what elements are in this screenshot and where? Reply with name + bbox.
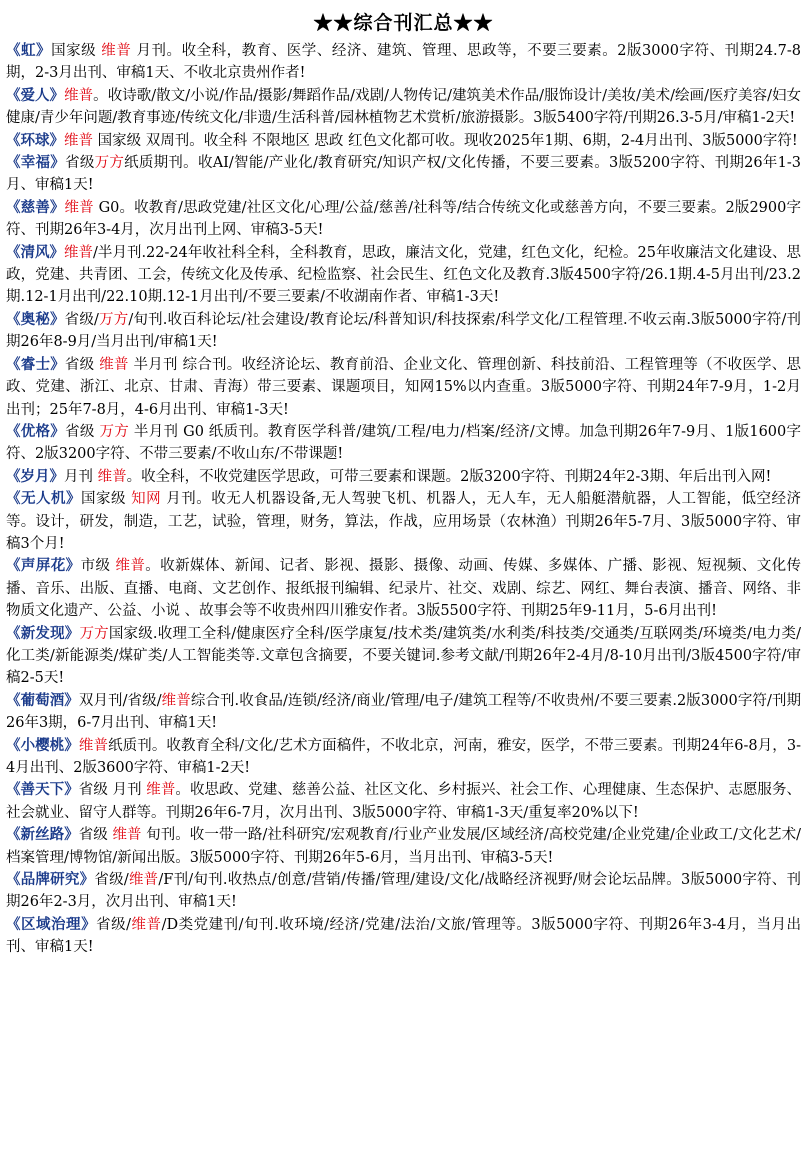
entry-text: 国家级 <box>51 43 102 59</box>
entry-text: /半月刊.22-24年收社科全科，全科教育，思政，廉洁文化，党建，红色文化，纪检。25年收廉洁文化建设、思政，党建、共青团、工会，传统文化及传承、纪检监察、社会民生、红色文化及教育.3版4500字符/26.1期.4-5月出刊/23.2期.12-1月出刊/22.10期.12-1月出刊/不要三要素/不收湖南作者、审稿1-3天! <box>6 244 802 306</box>
index-database-tag: 维普 <box>112 827 142 844</box>
entry-text: 。收新媒体、新闻、记者、影视、摄影、摄像、动画、传媒、多媒体、广播、影视、短视频、文化传播、音乐、出版、直播、电商、文艺创作、报纸报刊编辑、纪录片、社交、戏剧、综艺、网红、舞台表演、播音、网络、非物质文化遗产、公益、小说 、故事会等不收贵州四川雅安作者。3版5500字符、刊期25年9-11月，5-6月出刊! <box>6 558 802 620</box>
journal-entry <box>6 779 801 824</box>
index-database-tag: 维普 <box>115 558 146 575</box>
entry-text: 纸质刊。收教育全科/文化/艺术方面稿件，不收北京，河南，雅安，医学，不带三要素。刊期24年6-8月，3-4月出刊、2版3600字符、审稿1-2天! <box>6 737 802 776</box>
journal-entry <box>6 735 801 780</box>
journal-name: 《善天下》 <box>6 781 79 799</box>
journal-entry <box>6 40 801 85</box>
entry-text: 综合刊.收食品/连锁/经济/商业/管理/电子/建筑工程等/不收贵州/不要三要素.2版3000字符/刊期26年3期，6-7月出刊、审稿1天! <box>6 692 802 732</box>
journal-name: 《幸福》 <box>6 154 66 172</box>
journal-entry <box>6 869 801 914</box>
entry-text: 省级 <box>64 356 100 373</box>
entry-text: 国家级 <box>81 491 132 508</box>
entry-text: 。收思政、党建、慈善公益、社区文化、乡村振兴、社会工作、心理健康、生态保护、志愿服务、社会就业、留守人群等。刊期26年6-7月，次月出刊、3版5000字符、审稿1-3天/重复率20%以下! <box>6 782 802 821</box>
entry-text: 国家级.收理工全科/健康医疗全科/医学康复/技术类/建筑类/水利类/科技类/交通类/互联网类/环境类/电力类/化工类/新能源类/煤矿类/人工智能类等.文章包含摘要，不要关键词.参考文献/刊期26年2-4月/8-10月出刊/3版4500字符/审稿2-5天! <box>6 625 802 687</box>
journal-entry <box>6 555 801 622</box>
journal-list <box>6 40 801 959</box>
entry-text: 旬刊。收一带一路/社科研究/宏观教育/行业产业发展/区域经济/高校党建/企业党建/企业政工/文化艺术/档案管理/博物馆/新闻出版。3版5000字符、刊期26年5-6月，当月出刊、审稿3-5天! <box>6 827 802 866</box>
journal-entry <box>6 914 801 959</box>
entry-text: /D类党建刊/旬刊.收环境/经济/党建/法治/文旅/管理等。3版5000字符、刊期26年3-4月，当月出刊、审稿1天! <box>6 916 802 956</box>
journal-name: 《环球》 <box>6 131 64 149</box>
journal-name: 《区域治理》 <box>6 915 97 933</box>
journal-entry <box>6 824 801 869</box>
entry-text: /旬刊.收百科论坛/社会建设/教育论坛/科普知识/科技探索/科学文化/工程管理.不收云南.3版5000字符/刊期26年8-9月/当月出刊/审稿1天! <box>6 311 802 351</box>
journal-name: 《葡萄酒》 <box>6 691 79 709</box>
index-database-tag: 维普 <box>128 872 159 889</box>
journal-name: 《新丝路》 <box>6 826 79 844</box>
journal-name: 《岁月》 <box>6 467 64 485</box>
entry-text: 国家级 双周刊。收全科 不限地区 思政 红色文化都可收。现收2025年1期、6期，2-4月出刊、3版5000字符! <box>93 132 798 149</box>
index-database-tag: 维普 <box>78 737 109 754</box>
index-database-tag: 维普 <box>64 87 94 104</box>
journal-name: 《声屏花》 <box>6 557 81 575</box>
journal-entry <box>6 130 801 152</box>
journal-name: 《无人机》 <box>6 490 82 508</box>
index-database-tag: 维普 <box>97 468 127 485</box>
journal-entry <box>6 242 801 309</box>
journal-entry <box>6 309 801 354</box>
journal-name: 《小樱桃》 <box>6 736 79 754</box>
index-database-tag: 维普 <box>161 692 191 709</box>
entry-text: 省级/ <box>96 916 132 933</box>
index-database-tag: 维普 <box>146 782 176 799</box>
journal-entry <box>6 623 801 690</box>
entry-text: /F刊/旬刊.收热点/创意/营销/传播/管理/建设/文化/战略经济视野/财会论坛品牌。3版5000字符、刊期26年2-3月，次月出刊、审稿1天! <box>6 872 801 911</box>
journal-name: 《慈善》 <box>6 198 65 216</box>
entry-text: 市级 <box>80 558 116 575</box>
entry-text: 月刊 <box>64 468 98 485</box>
journal-name: 《新发现》 <box>6 624 80 642</box>
entry-text: 省级 <box>65 423 100 440</box>
journal-entry <box>6 354 801 421</box>
entry-text: 纸质期刊。收AI/智能/产业化/教育研究/知识产权/文化传播，不要三要素。3版5200字符、刊期26年1-3月、审稿1天! <box>6 155 802 194</box>
index-database-tag: 知网 <box>131 491 162 508</box>
entry-text: 省级 月刊 <box>78 782 147 799</box>
entry-text: 双月刊/省级/ <box>78 692 162 709</box>
index-database-tag: 万方 <box>98 311 129 328</box>
entry-text: 省级 <box>78 827 113 844</box>
entry-text: G0。收教育/思政党建/社区文化/心理/公益/慈善/社科等/结合传统文化或慈善方向，不要三要素。2版2900字符、刊期26年3-4月，次月出刊上网、审稿3-5天! <box>6 199 801 239</box>
journal-entry <box>6 466 801 488</box>
index-database-tag: 维普 <box>101 43 132 59</box>
entry-text: 半月刊 综合刊。收经济论坛、教育前沿、企业文化、管理创新、科技前沿、工程管理等（不收医学、思政、党建、浙江、北京、甘肃、青海）带三要素、课题项目，知网15%以内查重。3版5000字符、刊期24年7-9月，1-2月出刊；25年7-8月，4-6月出刊、审稿1-3天! <box>6 356 802 418</box>
journal-entry <box>6 85 801 130</box>
journal-entry <box>6 488 801 555</box>
entry-text: 半月刊 G0 纸质刊。教育医学科普/建筑/工程/电力/档案/经济/文博。加急刊期26年7-9月、1版1600字符、2版3200字符、不带三要素/不收山东/不带课题! <box>6 423 802 463</box>
index-database-tag: 维普 <box>64 244 94 261</box>
entry-text: 月刊。收全科，教育、医学、经济、建筑、管理、思政等，不要三要素。2版3000字符、刊期24.7-8期，2-3月出刊、审稿1天、不收北京贵州作者! <box>6 43 802 82</box>
journal-name: 《优格》 <box>6 422 66 440</box>
index-database-tag: 维普 <box>64 199 94 216</box>
journal-entry <box>6 690 801 735</box>
index-database-tag: 万方 <box>79 625 109 642</box>
index-database-tag: 维普 <box>99 356 129 373</box>
entry-text: 省级/ <box>94 872 129 889</box>
entry-text: 。收全科，不收党建医学思政，可带三要素和课题。2版3200字符、刊期24年2-3期、年后出刊入网! <box>126 468 772 485</box>
entry-text: 。收诗歌/散文/小说/作品/摄影/舞蹈作品/戏剧/人物传记/建筑美术作品/服饰设计/美妆/美术/绘画/医疗美容/妇女健康/青少年问题/教育事迹/传统文化/非遗/生活科普/园林植物艺术赏析/旅游摄影。3版5400字符/刊期26.3-5月/审稿1-2天! <box>6 87 802 127</box>
index-database-tag: 万方 <box>99 423 130 440</box>
journal-name: 《品牌研究》 <box>6 871 95 889</box>
entry-text: 省级/ <box>64 311 99 328</box>
index-database-tag: 维普 <box>131 916 162 933</box>
journal-name: 《清风》 <box>6 243 65 261</box>
journal-name: 《睿士》 <box>6 355 65 373</box>
journal-name: 《奥秘》 <box>6 310 65 328</box>
journal-name: 《虹》 <box>6 42 52 59</box>
journal-entry <box>6 421 801 466</box>
journal-entry <box>6 197 801 242</box>
index-database-tag: 万方 <box>94 155 125 172</box>
index-database-tag: 维普 <box>64 132 93 149</box>
journal-name: 《爱人》 <box>6 86 65 104</box>
entry-text: 省级 <box>65 155 95 172</box>
entry-text: 月刊。收无人机器设备,无人驾驶飞机、机器人，无人车，无人船艇潜航器，人工智能，低空经济等。设计，研发，制造，工艺，试验，管理，财务，算法，作战，应用场景（农林渔）刊期26年5-7月、3版5000字符、审稿3个月! <box>6 491 802 552</box>
journal-entry <box>6 152 801 197</box>
page-title: ★★综合刊汇总★★ <box>313 12 494 34</box>
